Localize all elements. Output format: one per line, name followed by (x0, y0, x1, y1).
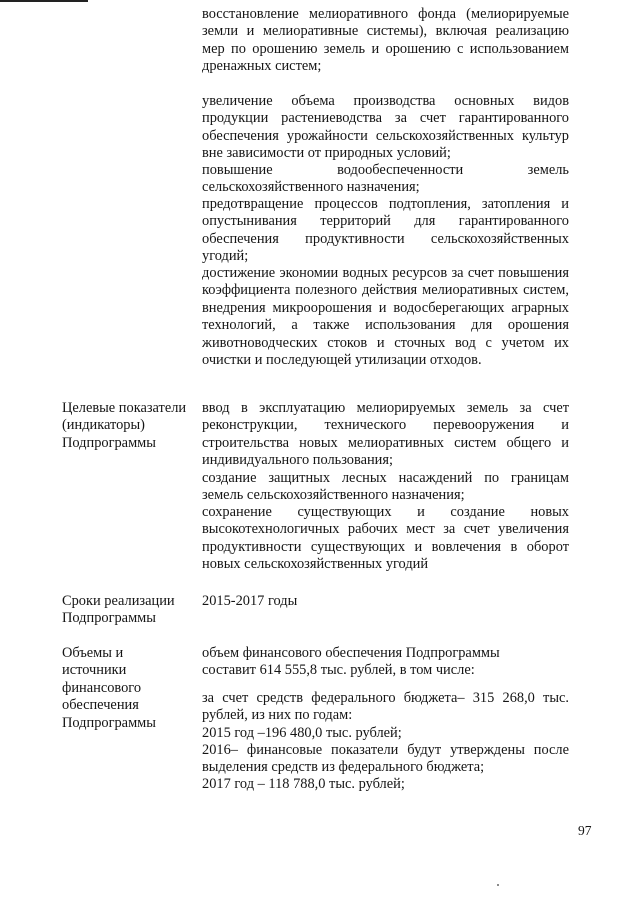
scan-speck (497, 884, 499, 886)
page-number: 97 (578, 823, 592, 838)
timeline-value (202, 593, 569, 610)
indicator-forest-belts: создание защитных лесных насаждений по границам земель сельскохозяйственного назначения; (202, 470, 569, 504)
goal-production: увеличение объема производства основных видов продукции растениеводства за счет гарантированного обеспечения урожайности сельскохозяйственных культур вне зависимости от природных условий; (202, 93, 569, 162)
funding-label-line: Подпрограммы (62, 714, 156, 731)
funding-label-line: Объемы и (62, 645, 124, 661)
funding-2015 (202, 725, 569, 742)
indicator-jobs: сохранение существующих и создание новых высокотехнологичных рабочих мест за счет увеличения продуктивности существующих и вовлечения в оборот новых сельскохозяйственных угодий (202, 504, 569, 573)
indicators-label-line: Подпрограммы (62, 434, 156, 451)
timeline-label (62, 593, 202, 628)
timeline-value-text: 2015-2017 годы (202, 593, 298, 609)
funding-intro (202, 645, 569, 680)
funding-label-line: финансового (62, 679, 142, 696)
funding-federal: за счет средств федерального бюджета– 315 268,0 тыс. рублей, из них по годам: (202, 690, 569, 724)
funding-label-line: обеспечения (62, 697, 139, 714)
timeline-label-line: Подпрограммы (62, 610, 156, 627)
funding-label-line: источники (62, 662, 127, 679)
timeline-label-line: Сроки реализации (62, 593, 175, 609)
indicators-label-line: (индикаторы) (62, 417, 145, 434)
scan-edge-mark (0, 0, 88, 2)
funding-2016: 2016– финансовые показатели будут утверждены после выделения средств из федерального бюджета; (202, 742, 569, 776)
indicators-label (62, 400, 202, 452)
funding-intro-line: составит 614 555,8 тыс. рублей, в том числе: (202, 662, 475, 679)
funding-intro-line: объем финансового обеспечения Подпрограммы (202, 645, 500, 661)
funding-2017 (202, 776, 569, 793)
funding-label (62, 645, 202, 732)
goal-water-savings: достижение экономии водных ресурсов за счет повышения коэффициента полезного действия мелиоративных систем, внедрения микроорошения и водосберегающих аграрных технологий, а также использования для орошения животноводческих стоков и сточных вод с учетом их очистки и последующей утилизации отходов. (202, 265, 569, 369)
funding-2017-text: 2017 год – 118 788,0 тыс. рублей; (202, 776, 405, 792)
goal-flood-prevention: предотвращение процессов подтопления, затопления и опустынивания территорий для гарантированного обеспечения продуктивности сельскохозяйственных угодий; (202, 196, 569, 265)
goal-water-supply: повышение водообеспеченности земель сельскохозяйственного назначения; (202, 162, 569, 196)
funding-2015-text: 2015 год –196 480,0 тыс. рублей; (202, 725, 402, 741)
indicator-commissioning: ввод в эксплуатацию мелиорируемых земель за счет реконструкции, технического перевооружения и строительства новых мелиоративных систем общего и индивидуального пользования; (202, 400, 569, 469)
indicators-label-line: Целевые показатели (62, 400, 187, 416)
goal-restoration: восстановление мелиоративного фонда (мелиорируемые земли и мелиоративные системы), включая реализацию мер по орошению земель и орошению с использованием дренажных систем; (202, 6, 569, 75)
